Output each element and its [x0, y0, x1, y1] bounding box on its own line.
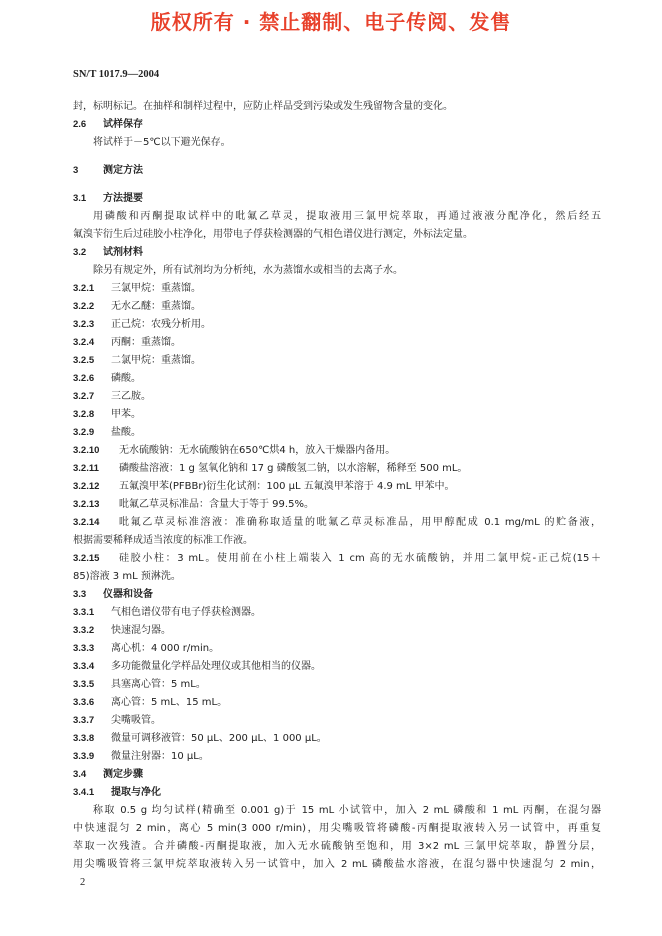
paragraph-line: [73, 262, 601, 280]
section-title: 试样保存: [103, 119, 143, 130]
line-text: 微量可调移液管：50 μL、200 μL、1 000 μL。: [111, 733, 327, 744]
list-item: [73, 622, 601, 640]
line-text: 三氯甲烷：重蒸馏。: [111, 283, 201, 294]
section-number: 3.2.6: [73, 373, 95, 384]
list-item: [73, 658, 601, 676]
line-text: 正己烷：农残分析用。: [111, 319, 211, 330]
list-item: [73, 694, 601, 712]
section-title: 方法提要: [103, 193, 143, 204]
section-number: 3.2.1: [73, 283, 95, 294]
spacer: [73, 152, 601, 162]
section-number: 3: [73, 165, 79, 176]
section-number: 3.3.9: [73, 751, 95, 762]
line-text: 85)溶液 3 mL 预淋洗。: [73, 571, 181, 582]
list-item: [73, 298, 601, 316]
list-item: [73, 424, 601, 442]
list-item: [73, 712, 601, 730]
section-number: 3.3.3: [73, 643, 95, 654]
document-body: [73, 98, 601, 874]
section-heading: [73, 116, 601, 134]
line-text: 甲苯。: [111, 409, 141, 420]
section-number: 3.2.4: [73, 337, 95, 348]
section-number: 3.2.11: [73, 463, 99, 474]
line-text: 吡氟乙草灵标准溶液：准确称取适量的吡氟乙草灵标准品，用甲醇配成 0.1 mg/mL 的贮备液，: [119, 517, 601, 528]
line-text: 无水硫酸钠：无水硫酸钠在650℃烘4 h，放入干燥器内备用。: [119, 445, 396, 456]
section-number: 3.2.12: [73, 481, 100, 492]
section-number: 3.4.1: [73, 787, 95, 798]
list-item: [73, 478, 601, 496]
section-number: 3.2.14: [73, 517, 100, 528]
section-number: 3.3.5: [73, 679, 95, 690]
line-text: 将试样于－5℃以下避光保存。: [93, 137, 231, 148]
line-text: 磷酸盐溶液：1 g 氢氧化钠和 17 g 磷酸氢二钠，以水溶解，稀释至 500 mL。: [119, 463, 468, 474]
list-item: [73, 604, 601, 622]
section-number: 3.1: [73, 193, 87, 204]
line-text: 无水乙醚：重蒸馏。: [111, 301, 201, 312]
line-text: 五氟溴甲苯(PFBBr)衍生化试剂：100 μL 五氟溴甲苯溶于 4.9 mL 甲苯中。: [119, 481, 455, 492]
list-item: [73, 514, 601, 532]
line-text: 快速混匀器。: [111, 625, 171, 636]
section-number: 3.2: [73, 247, 87, 258]
section-number: 3.2.3: [73, 319, 95, 330]
list-item: [73, 640, 601, 658]
line-text: 吡氟乙草灵标准品：含量大于等于 99.5%。: [119, 499, 314, 510]
list-item: [73, 316, 601, 334]
section-number: 3.2.13: [73, 499, 100, 510]
line-text: 气相色谱仪带有电子俘获检测器。: [111, 607, 261, 618]
section-number: 3.2.15: [73, 553, 100, 564]
list-item: [73, 460, 601, 478]
paragraph-line: [73, 568, 601, 586]
paragraph-line: [73, 208, 601, 226]
section-number: 3.2.2: [73, 301, 95, 312]
line-text: 离心管：5 mL、15 mL。: [111, 697, 228, 708]
line-text: 除另有规定外，所有试剂均为分析纯，水为蒸馏水或相当的去离子水。: [93, 265, 403, 276]
section-heading: [73, 190, 601, 208]
section-heading: [73, 162, 601, 180]
list-item: [73, 370, 601, 388]
line-text: 具塞离心管：5 mL。: [111, 679, 206, 690]
line-text: 用磷酸和丙酮提取试样中的吡氟乙草灵，提取液用三氯甲烷萃取，再通过液液分配净化，然后经五: [93, 211, 601, 222]
section-number: 3.2.8: [73, 409, 95, 420]
line-text: 磷酸。: [111, 373, 141, 384]
section-title: 测定步骤: [103, 769, 143, 780]
line-text: 封，标明标记。在抽样和制样过程中，应防止样品受到污染或发生残留物含量的变化。: [73, 101, 453, 112]
copyright-watermark: 版权所有 · 禁止翻制、电子传阅、发售: [150, 10, 512, 34]
section-title: 提取与净化: [111, 787, 161, 798]
list-item: [73, 748, 601, 766]
list-item: [73, 352, 601, 370]
list-item: [73, 334, 601, 352]
paragraph-line: [73, 856, 601, 874]
line-text: 用尖嘴吸管将三氯甲烷萃取液转入另一试管中，加入 2 mL 磷酸盐水溶液，在混匀器中快速混匀 2 min，: [73, 859, 601, 870]
section-number: 3.2.7: [73, 391, 95, 402]
line-text: 丙酮：重蒸馏。: [111, 337, 181, 348]
paragraph-line: [73, 838, 601, 856]
line-text: 硅胶小柱：3 mL。使用前在小柱上端装入 1 cm 高的无水硫酸钠，并用二氯甲烷-正己烷(15＋: [119, 553, 601, 564]
section-heading: [73, 766, 601, 784]
paragraph-line: [73, 820, 601, 838]
section-number: 3.3.6: [73, 697, 95, 708]
section-number: 3.2.9: [73, 427, 95, 438]
paragraph-line: [73, 802, 601, 820]
section-number: 3.3.1: [73, 607, 95, 618]
section-heading: [73, 784, 601, 802]
list-item: [73, 676, 601, 694]
line-text: 尖嘴吸管。: [111, 715, 161, 726]
section-title: 仪器和设备: [103, 589, 153, 600]
section-title: 试剂材料: [103, 247, 143, 258]
section-number: 2.6: [73, 119, 87, 130]
section-number: 3.2.10: [73, 445, 100, 456]
list-item: [73, 496, 601, 514]
section-number: 3.2.5: [73, 355, 95, 366]
section-title: 测定方法: [103, 165, 143, 176]
line-text: 称取 0.5 g 均匀试样(精确至 0.001 g)于 15 mL 小试管中，加入 2 mL 磷酸和 1 mL 丙酮，在混匀器: [93, 805, 601, 816]
list-item: [73, 406, 601, 424]
line-text: 盐酸。: [111, 427, 141, 438]
line-text: 离心机：4 000 r/min。: [111, 643, 220, 654]
section-number: 3.4: [73, 769, 87, 780]
section-heading: [73, 586, 601, 604]
section-number: 3.3: [73, 589, 87, 600]
section-number: 3.3.2: [73, 625, 95, 636]
paragraph-line: [73, 226, 601, 244]
line-text: 微量注射器：10 μL。: [111, 751, 209, 762]
line-text: 萃取一次残渣。合并磷酸-丙酮提取液，加入无水硫酸钠至饱和，用 3×2 mL 三氯甲烷萃取，静置分层，: [73, 841, 601, 852]
list-item: [73, 388, 601, 406]
paragraph-line: [73, 98, 601, 116]
standard-number: SN/T 1017.9—2004: [73, 69, 160, 80]
line-text: 氟溴苄衍生后过硅胶小柱净化，用带电子俘获检测器的气相色谱仪进行测定，外标法定量。: [73, 229, 473, 240]
line-text: 中快速混匀 2 min，离心 5 min(3 000 r/min)，用尖嘴吸管将磷酸-丙酮提取液转入另一试管中，再重复: [73, 823, 601, 834]
list-item: [73, 280, 601, 298]
page-number: 2: [80, 877, 86, 888]
section-heading: [73, 244, 601, 262]
line-text: 根据需要稀释成适当浓度的标准工作液。: [73, 535, 253, 546]
list-item: [73, 442, 601, 460]
section-number: 3.3.4: [73, 661, 95, 672]
paragraph-line: [73, 134, 601, 152]
line-text: 二氯甲烷：重蒸馏。: [111, 355, 201, 366]
section-number: 3.3.7: [73, 715, 95, 726]
line-text: 多功能微量化学样品处理仪或其他相当的仪器。: [111, 661, 321, 672]
spacer: [73, 180, 601, 190]
list-item: [73, 550, 601, 568]
list-item: [73, 730, 601, 748]
paragraph-line: [73, 532, 601, 550]
section-number: 3.3.8: [73, 733, 95, 744]
line-text: 三乙胺。: [111, 391, 151, 402]
